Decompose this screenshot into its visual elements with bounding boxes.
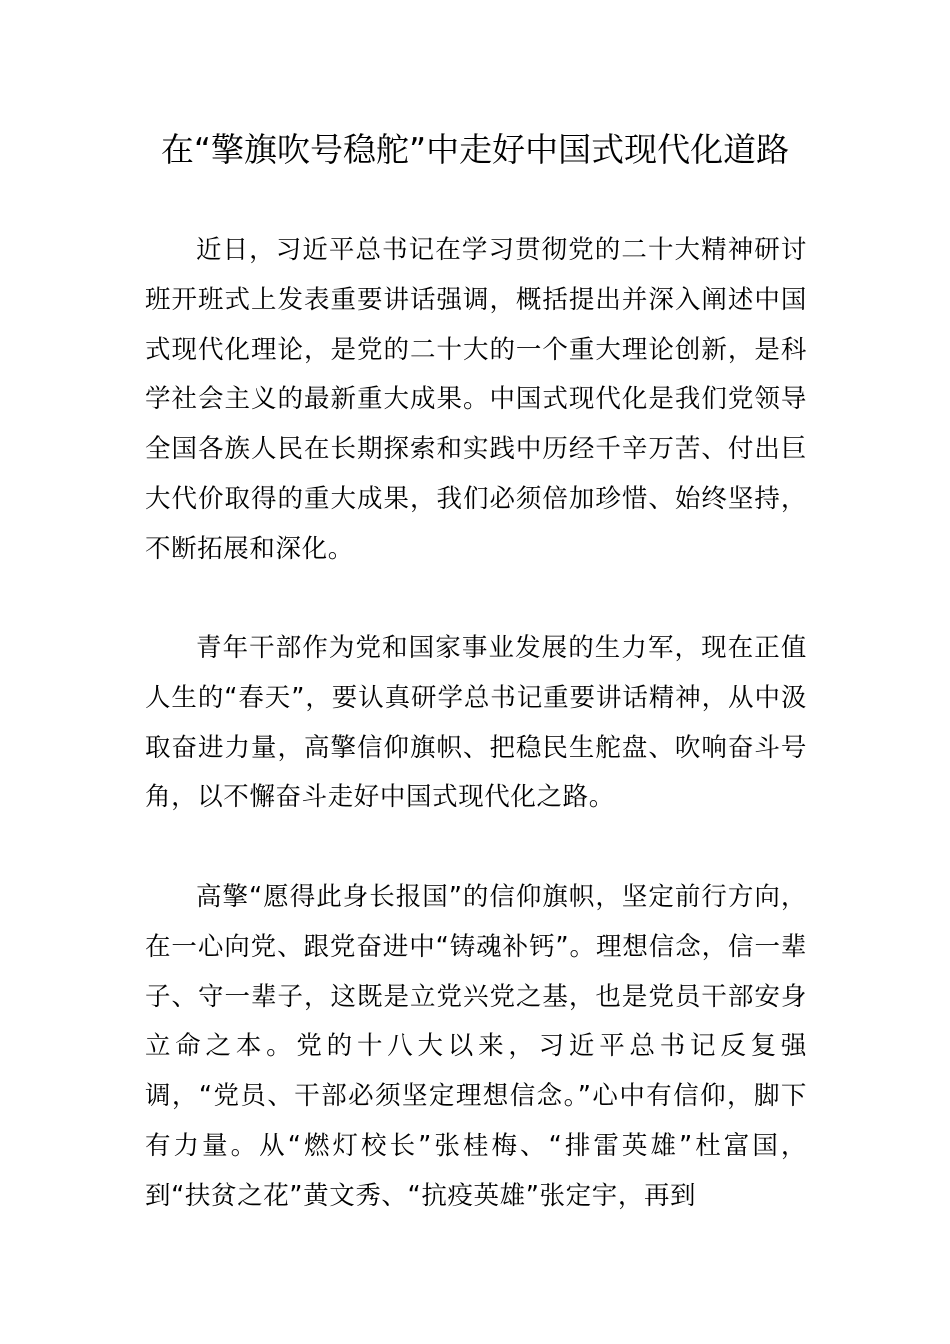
paragraph-3: 高擎“愿得此身长报国”的信仰旗帜，坚定前行方向，在一心向党、跟党奋进中“铸魂补钙”。理想信念，信一辈子、守一辈子，这既是立党兴党之基，也是党员干部安身立命之本。党的十八大以来，习近平总书记反复强调，“党员、干部必须坚定理想信念。”心中有信仰，脚下有力量。从“燃灯校长”张桂梅、“排雷英雄”杜富国，到“扶贫之花”黄文秀、“抗疫英雄”张定宇，再到: [145, 882, 807, 1211]
paragraph-1: 近日，习近平总书记在学习贯彻党的二十大精神研讨班开班式上发表重要讲话强调，概括提出并深入阐述中国式现代化理论，是党的二十大的一个重大理论创新，是科学社会主义的最新重大成果。中国式现代化是我们党领导全国各族人民在长期探索和实践中历经千辛万苦、付出巨大代价取得的重大成果，我们必须倍加珍惜、始终坚持，不断拓展和深化。: [145, 235, 807, 564]
paragraph-2: 青年干部作为党和国家事业发展的生力军，现在正值人生的“春天”，要认真研学总书记重要讲话精神，从中汲取奋进力量，高擎信仰旗帜、把稳民生舵盘、吹响奋斗号角，以不懈奋斗走好中国式现代化之路。: [145, 633, 807, 813]
document-title: 在“擎旗吹号稳舵”中走好中国式现代化道路: [160, 130, 790, 169]
